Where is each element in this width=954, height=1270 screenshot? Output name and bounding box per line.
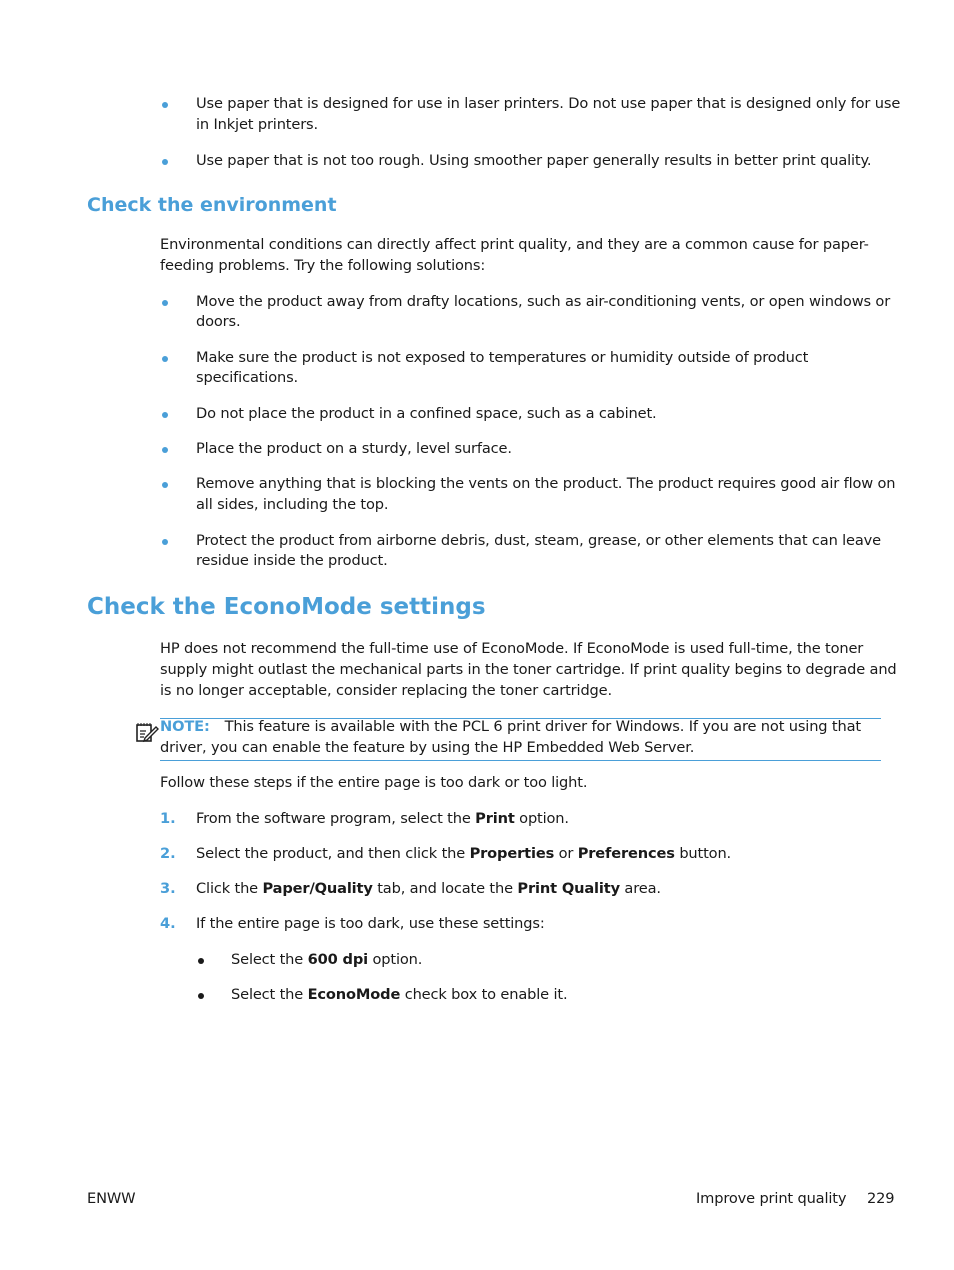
page-number: 229 <box>867 1190 895 1207</box>
bullet-icon <box>162 482 168 488</box>
step-text <box>196 844 731 864</box>
bullet-icon <box>162 356 168 362</box>
bullet-icon <box>162 102 168 108</box>
note-pencil-icon <box>135 720 159 744</box>
bold-term: Preferences <box>577 845 675 862</box>
bold-term: Properties <box>469 845 555 862</box>
note-bottom-rule <box>160 760 881 761</box>
step-number: 3. <box>160 880 176 897</box>
bullet-icon <box>162 412 168 418</box>
note-line <box>160 717 861 737</box>
bullet-icon <box>162 447 168 453</box>
bullet-icon <box>198 993 204 999</box>
text: tab, and locate the <box>372 880 518 897</box>
paragraph-line: Environmental conditions can directly affect print quality, and they are a common cause for paper- <box>160 236 869 253</box>
text: Select the <box>231 951 308 968</box>
bullet-icon <box>162 300 168 306</box>
bullet-text: Use paper that is designed for use in laser printers. Do not use paper that is designed only for use <box>196 95 901 112</box>
bold-term: Print Quality <box>517 880 620 897</box>
bullet-text: residue inside the product. <box>196 552 388 569</box>
section-heading-economode: Check the EconoMode settings <box>87 594 486 620</box>
text: area. <box>619 880 661 897</box>
bold-term: Paper/Quality <box>262 880 373 897</box>
step-text <box>196 879 661 899</box>
note-label: NOTE: <box>160 718 210 735</box>
bullet-text: Protect the product from airborne debris, dust, steam, grease, or other elements that can leave <box>196 532 881 549</box>
bold-term: Print <box>475 810 515 827</box>
text: Select the product, and then click the <box>196 845 470 862</box>
text: button. <box>674 845 732 862</box>
bullet-icon <box>162 539 168 545</box>
step-number: 1. <box>160 810 176 827</box>
bold-term: 600 dpi <box>307 951 368 968</box>
bullet-text: specifications. <box>196 369 299 386</box>
bullet-text: Use paper that is not too rough. Using smoother paper generally results in better print quality. <box>196 152 872 169</box>
section-heading-environment: Check the environment <box>87 194 337 216</box>
sub-bullet-text <box>231 950 422 970</box>
step-text: If the entire page is too dark, use these settings: <box>196 915 545 932</box>
bullet-text: Make sure the product is not exposed to temperatures or humidity outside of product <box>196 349 809 366</box>
text: Click the <box>196 880 263 897</box>
sub-bullet-text <box>231 985 567 1005</box>
step-number: 4. <box>160 915 176 932</box>
footer-left: ENWW <box>87 1190 136 1207</box>
text: From the software program, select the <box>196 810 476 827</box>
bullet-text: Do not place the product in a confined space, such as a cabinet. <box>196 405 657 422</box>
bullet-text: all sides, including the top. <box>196 496 389 513</box>
step-number: 2. <box>160 845 176 862</box>
bullet-text: Place the product on a sturdy, level surface. <box>196 440 512 457</box>
paragraph-line: is no longer acceptable, consider replacing the toner cartridge. <box>160 682 612 699</box>
bullet-text: Remove anything that is blocking the vents on the product. The product requires good air flow on <box>196 475 896 492</box>
note-line: driver, you can enable the feature by using the HP Embedded Web Server. <box>160 739 695 756</box>
bold-term: EconoMode <box>307 986 401 1003</box>
footer-section: Improve print quality <box>696 1190 847 1207</box>
paragraph-line: feeding problems. Try the following solutions: <box>160 257 486 274</box>
text: Select the <box>231 986 308 1003</box>
bullet-icon <box>198 958 204 964</box>
bullet-text: Move the product away from drafty locations, such as air-conditioning vents, or open windows or <box>196 293 891 310</box>
bullet-text: in Inkjet printers. <box>196 116 319 133</box>
bullet-text: doors. <box>196 313 241 330</box>
text: check box to enable it. <box>400 986 568 1003</box>
paragraph-line: supply might outlast the mechanical parts in the toner cartridge. If print quality begins to degrade and <box>160 661 897 678</box>
text: or <box>554 845 578 862</box>
step-text <box>196 809 569 829</box>
bullet-icon <box>162 159 168 165</box>
note-text: This feature is available with the PCL 6 print driver for Windows. If you are not using that <box>224 718 861 735</box>
text: option. <box>368 951 423 968</box>
paragraph-line: Follow these steps if the entire page is too dark or too light. <box>160 774 588 791</box>
paragraph-line: HP does not recommend the full-time use of EconoMode. If EconoMode is used full-time, the toner <box>160 640 864 657</box>
text: option. <box>514 810 569 827</box>
